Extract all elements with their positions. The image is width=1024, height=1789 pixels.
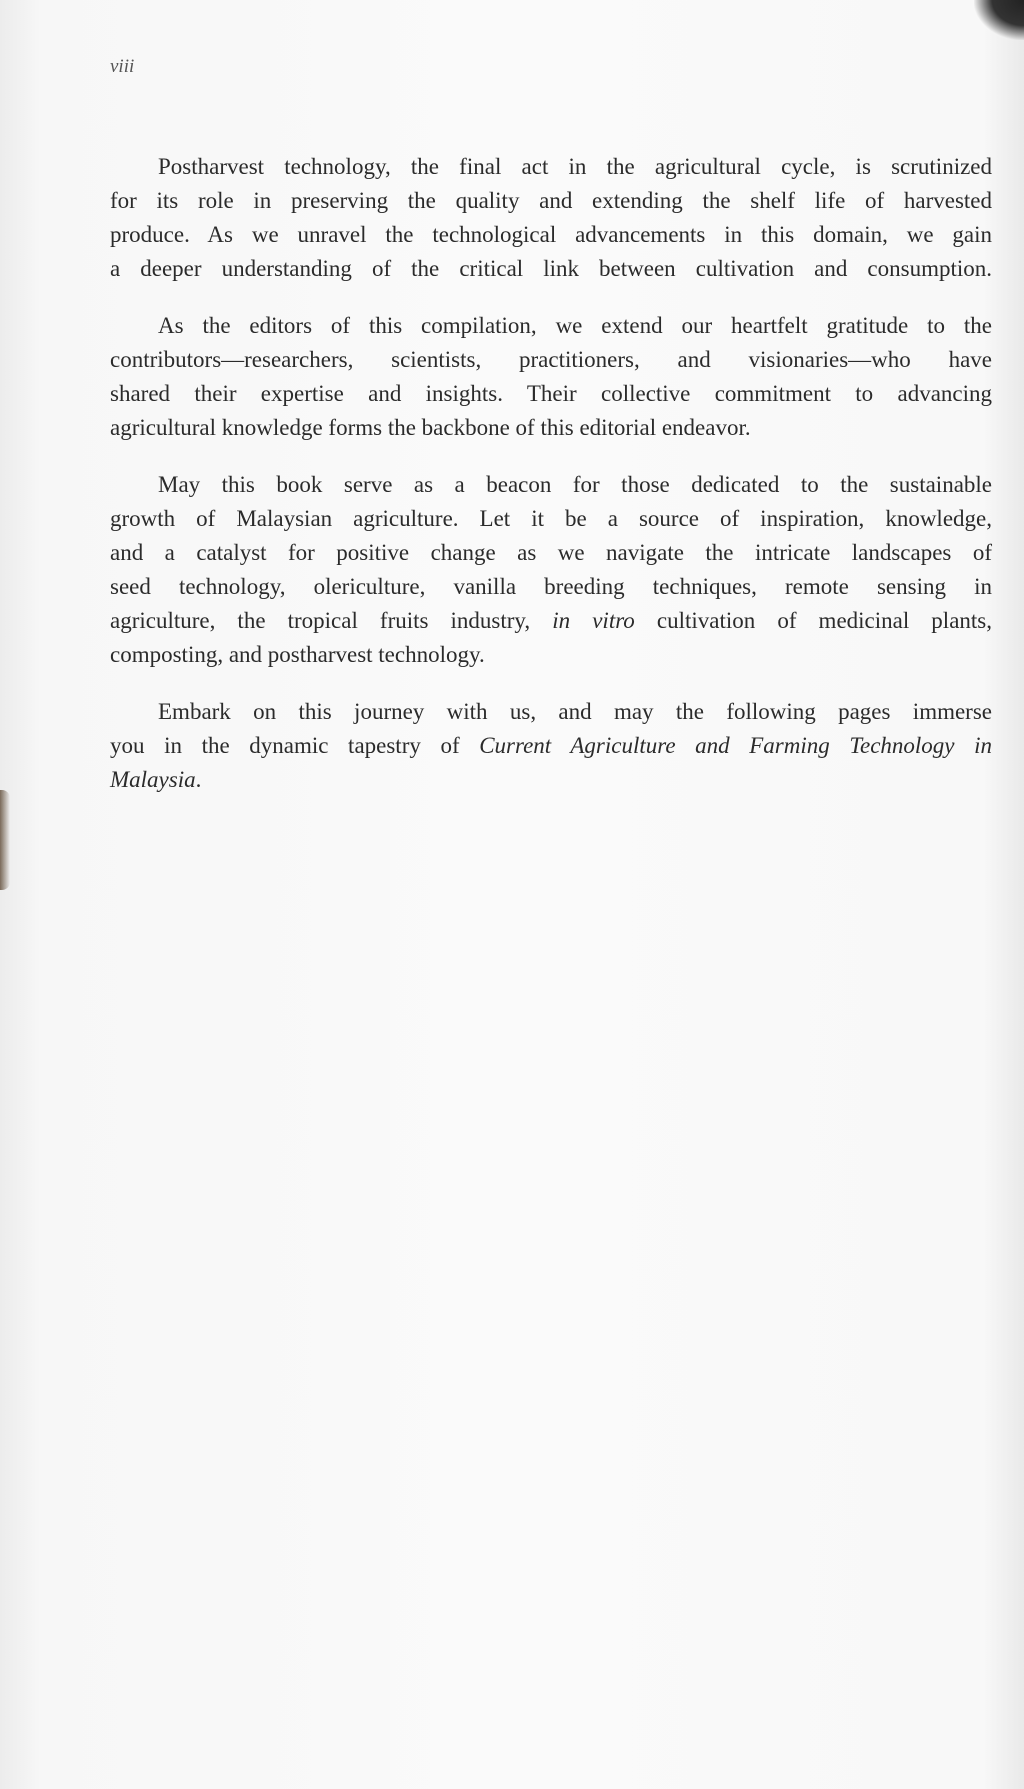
text-segment: seed technology, olericulture, vanilla breeding techniques, remote sensing in (110, 574, 992, 599)
text-line (110, 218, 992, 252)
paragraph (110, 309, 992, 445)
italic-text: in vitro (552, 608, 635, 633)
text-segment: As the editors of this compilation, we extend our heartfelt gratitude to the (158, 313, 992, 338)
paragraph (110, 468, 992, 672)
text-segment: you in the dynamic tapestry of (110, 733, 480, 758)
text-line (110, 468, 992, 502)
text-line (110, 343, 992, 377)
text-segment: agricultural knowledge forms the backbone of this editorial endeavor. (110, 415, 751, 440)
text-line (110, 502, 992, 536)
text-line (110, 729, 992, 763)
page-number: viii (110, 56, 135, 77)
text-line (110, 184, 992, 218)
text-segment: . (195, 767, 202, 792)
text-line (110, 763, 992, 797)
text-segment: cultivation of medicinal plants, (634, 608, 992, 633)
text-segment: produce. As we unravel the technological advancements in this domain, we gain (110, 222, 992, 247)
text-line (110, 309, 992, 343)
text-segment: a deeper understanding of the critical link between cultivation and consumption. (110, 256, 992, 281)
text-line (110, 570, 992, 604)
text-segment: Postharvest technology, the final act in the agricultural cycle, is scrutinized (158, 154, 992, 179)
text-segment: Embark on this journey with us, and may the following pages immerse (158, 699, 992, 724)
text-segment: contributors—researchers, scientists, practitioners, and visionaries—who have (110, 347, 992, 372)
text-line (110, 536, 992, 570)
text-segment: composting, and postharvest technology. (110, 642, 485, 667)
text-line (110, 252, 992, 286)
text-line (110, 638, 992, 672)
text-segment: agriculture, the tropical fruits industry, (110, 608, 553, 633)
text-line (110, 695, 992, 729)
text-line (110, 150, 992, 184)
text-segment: growth of Malaysian agriculture. Let it be a source of inspiration, knowledge, (110, 506, 992, 531)
paragraph (110, 695, 992, 797)
page-body (110, 150, 992, 820)
text-segment: for its role in preserving the quality and extending the shelf life of harvested (110, 188, 992, 213)
paragraph (110, 150, 992, 286)
page-corner-shadow (974, 0, 1024, 40)
text-segment: shared their expertise and insights. Their collective commitment to advancing (110, 381, 992, 406)
text-segment: and a catalyst for positive change as we navigate the intricate landscapes of (110, 540, 992, 565)
text-segment: May this book serve as a beacon for those dedicated to the sustainable (158, 472, 992, 497)
italic-text: Current Agriculture and Farming Technology in (479, 733, 992, 758)
text-line (110, 604, 992, 638)
finger-edge-shadow (0, 790, 10, 890)
text-line (110, 377, 992, 411)
italic-text: Malaysia (110, 767, 196, 792)
text-line (110, 411, 992, 445)
